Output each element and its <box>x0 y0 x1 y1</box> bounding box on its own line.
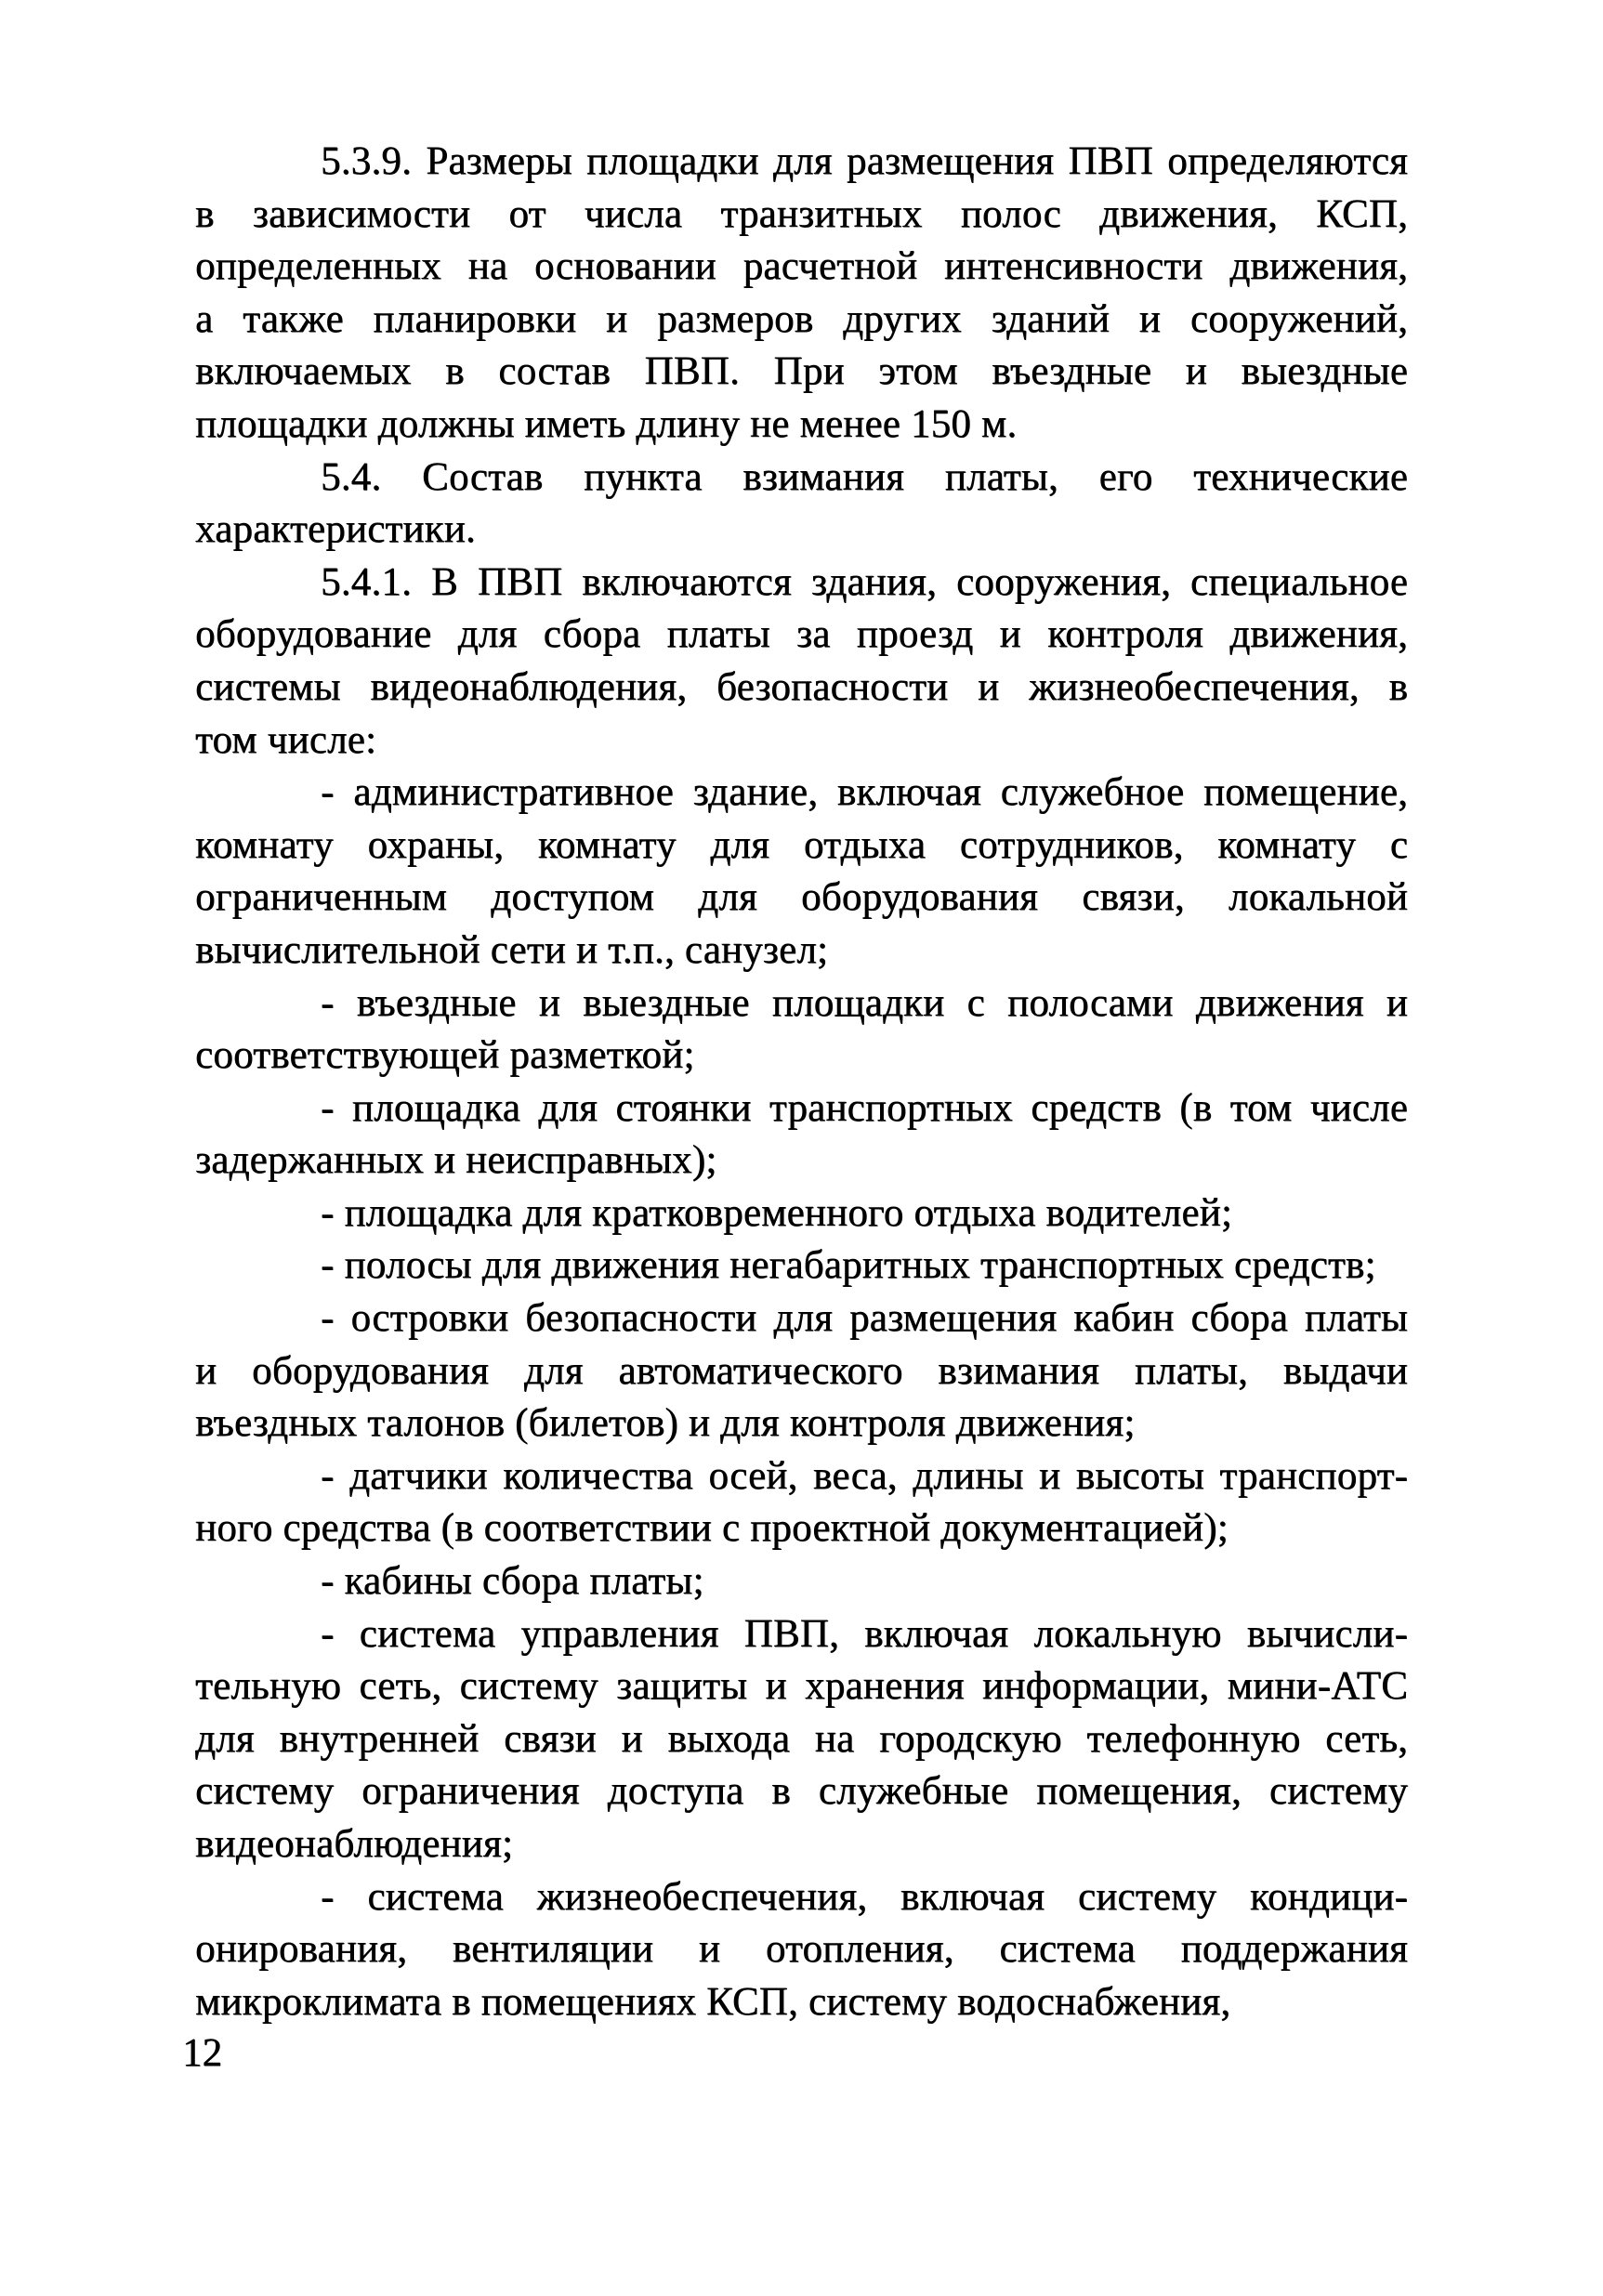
text-line: - административное здание, включая служебное помещение, <box>321 770 1408 815</box>
paragraph <box>195 452 1408 557</box>
text-line: - площадка для стоянки транспортных средств (в том числе <box>321 1085 1408 1130</box>
paragraph <box>195 1450 1408 1555</box>
text-line: 5.4.1. В ПВП включаются здания, сооружения, специальное <box>321 559 1408 604</box>
text-line: - площадка для кратковременного отдыха водителей; <box>321 1190 1232 1235</box>
text-line: систему ограничения доступа в служебные помещения, систему <box>195 1769 1408 1814</box>
paragraph <box>195 1608 1408 1871</box>
text-line: микроклимата в помещениях КСП, систему водоснабжения, <box>195 1979 1231 2024</box>
paragraph <box>195 557 1408 767</box>
paragraph <box>195 1871 1408 2029</box>
text-line: видеонаблюдения; <box>195 1822 513 1866</box>
text-line: - кабины сбора платы; <box>321 1559 704 1604</box>
text-line: онирования, вентиляции и отопления, система поддержания <box>195 1927 1408 1972</box>
text-line: том числе: <box>195 717 377 762</box>
text-line: площадки должны иметь длину не менее 150 м. <box>195 401 1018 446</box>
text-line: - датчики количества осей, веса, длины и высоты транспорт- <box>321 1453 1408 1498</box>
text-line: характеристики. <box>195 507 476 552</box>
text-line: - островки безопасности для размещения кабин сбора платы <box>321 1296 1408 1341</box>
text-line: ного средства (в соответствии с проектной документацией); <box>195 1506 1229 1551</box>
paragraph <box>195 767 1408 977</box>
text-line: а также планировки и размеров других зданий и сооружений, <box>195 296 1408 341</box>
text-line: системы видеонаблюдения, безопасности и жизнеобеспечения, в <box>195 664 1408 709</box>
paragraph <box>195 1240 1408 1292</box>
text-line: включаемых в состав ПВП. При этом въездные и выездные <box>195 349 1408 394</box>
text-line: 5.3.9. Размеры площадки для размещения ПВП определяются <box>321 139 1408 183</box>
text-line: 5.4. Состав пункта взимания платы, его технические <box>321 454 1408 499</box>
text-line: оборудование для сбора платы за проезд и контроля движения, <box>195 612 1408 657</box>
text-line: определенных на основании расчетной интенсивности движения, <box>195 244 1408 289</box>
text-line: задержанных и неисправных); <box>195 1138 717 1183</box>
paragraph <box>195 136 1408 452</box>
text-line: в зависимости от числа транзитных полос движения, КСП, <box>195 191 1408 236</box>
text-line: - система жизнеобеспечения, включая систему кондици- <box>321 1874 1408 1919</box>
text-line: ограниченным доступом для оборудования связи, локальной <box>195 875 1408 920</box>
paragraph <box>195 1187 1408 1240</box>
paragraph <box>195 1082 1408 1187</box>
page-number: 12 <box>182 2031 222 2075</box>
text-block <box>195 136 1408 2028</box>
text-line: соответствующей разметкой; <box>195 1033 695 1078</box>
text-line: - полосы для движения негабаритных транспортных средств; <box>321 1243 1376 1288</box>
text-line: тельную сеть, систему защиты и хранения информации, мини-АТС <box>195 1664 1408 1709</box>
text-line: - въездные и выездные площадки с полосами движения и <box>321 980 1408 1025</box>
text-line: - система управления ПВП, включая локальную вычисли- <box>321 1611 1408 1656</box>
text-line: вычислительной сети и т.п., санузел; <box>195 927 829 972</box>
text-line: въездных талонов (билетов) и для контроля движения; <box>195 1401 1136 1446</box>
text-line: для внутренней связи и выхода на городскую телефонную сеть, <box>195 1716 1408 1761</box>
paragraph <box>195 1292 1408 1450</box>
text-line: и оборудования для автоматического взимания платы, выдачи <box>195 1348 1408 1393</box>
paragraph <box>195 1555 1408 1608</box>
paragraph <box>195 977 1408 1082</box>
text-line: комнату охраны, комнату для отдыха сотрудников, комнату с <box>195 822 1408 867</box>
